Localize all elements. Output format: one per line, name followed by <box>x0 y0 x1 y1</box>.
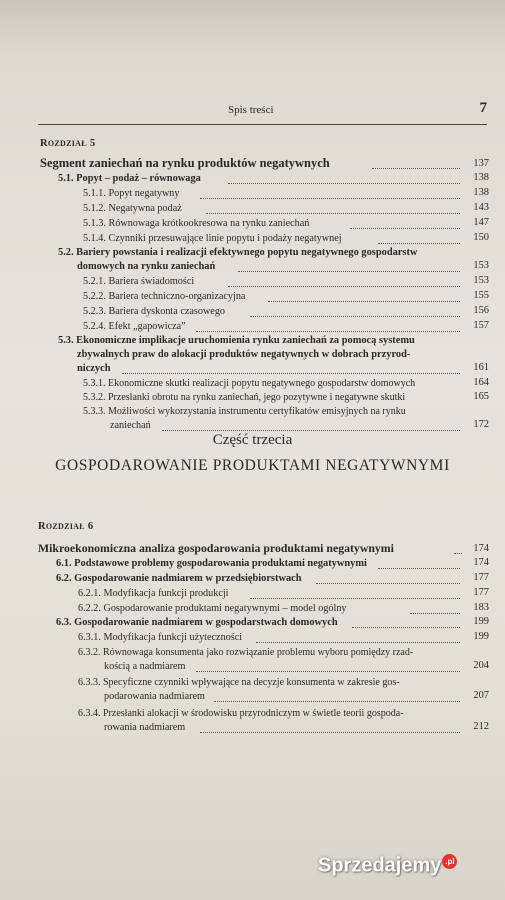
watermark-suffix: .pl <box>442 854 457 869</box>
toc-page-5-1: 138 <box>473 172 489 183</box>
chapter-6-label: ROZDZIAŁ 6 <box>38 521 94 532</box>
toc-entry-5-1-2: 5.1.2. Negatywna podaż <box>83 203 182 214</box>
toc-page-5-3-3: 172 <box>473 419 489 430</box>
toc-page-6-3-1: 199 <box>473 631 489 642</box>
toc-page-5-3-2: 165 <box>473 391 489 402</box>
toc-page-5-3-1: 164 <box>473 377 489 388</box>
toc-entry-6-3-2-line1: 6.3.2. Równowaga konsumenta jako rozwiązanie problemu wyboru pomiędzy rzad- <box>78 647 414 658</box>
toc-entry-6-3-4-line2: rowania nadmiarem <box>104 722 186 733</box>
toc-entry-5-1-1: 5.1.1. Popyt negatywny <box>83 188 180 199</box>
toc-page-5-2-1: 153 <box>473 275 489 286</box>
header-title: Spis treści <box>228 104 274 116</box>
toc-entry-5-2-line1: 5.2. Bariery powstania i realizacji efektywnego popytu negatywnego gospodarstw <box>58 247 418 258</box>
toc-entry-5-3-3-line1: 5.3.3. Możliwości wykorzystania instrumentu certyfikatów emisyjnych na rynku <box>83 406 406 417</box>
toc-page-5-2: 153 <box>473 260 489 271</box>
toc-page-6-1: 174 <box>473 557 489 568</box>
toc-page-5-2-4: 157 <box>473 320 489 331</box>
toc-entry-5-1-3: 5.1.3. Równowaga krótkookresowa na rynku zaniechań <box>83 218 310 229</box>
toc-entry-5-2-3: 5.2.3. Bariera dyskonta czasowego <box>83 306 226 317</box>
toc-entry-6-3-2-line2: kością a nadmiarem <box>104 661 186 672</box>
toc-page-6-2: 177 <box>473 572 489 583</box>
toc-entry-5-3-line2: zbywalnych praw do alokacji produktów negatywnych w dobrach przyrod- <box>77 349 411 360</box>
toc-entry-5-3-line1: 5.3. Ekonomiczne implikacje uruchomienia rynku zaniechań za pomocą systemu <box>58 335 415 346</box>
part-label: Część trzecia <box>212 432 293 448</box>
watermark-logo <box>318 854 457 878</box>
chapter-6-title: Mikroekonomiczna analiza gospodarowania produktami negatywnymi <box>38 541 394 555</box>
toc-entry-6-3-3-line1: 6.3.3. Specyficzne czynniki wpływające na decyzje konsumenta w zakresie gos- <box>78 677 400 688</box>
toc-entry-5-3-3-line2: zaniechań <box>110 420 151 431</box>
toc-page-5-1-3: 147 <box>473 217 489 228</box>
toc-entry-6-2: 6.2. Gospodarowanie nadmiarem w przedsiębiorstwach <box>56 573 302 584</box>
toc-entry-6-3-3-line2: podarowania nadmiarem <box>104 691 205 702</box>
toc-entry-5-1: 5.1. Popyt – podaż – równowaga <box>58 173 201 184</box>
toc-entry-5-2-4: 5.2.4. Efekt „gapowicza” <box>83 321 186 332</box>
toc-entry-5-2-1: 5.2.1. Bariera świadomości <box>83 276 195 287</box>
toc-entry-5-3-1: 5.3.1. Ekonomiczne skutki realizacji popytu negatywnego gospodarstw domowych <box>83 378 416 389</box>
toc-page-6-3-4: 212 <box>473 721 489 732</box>
page-number: 7 <box>479 100 487 116</box>
toc-page-5-3: 161 <box>473 362 489 373</box>
toc-entry-5-3-line3: niczych <box>77 363 111 374</box>
toc-entry-5-2-line2: domowych na rynku zaniechań <box>77 261 216 272</box>
toc-entry-5-1-4: 5.1.4. Czynniki przesuwające linie popytu i podaży negatywnej <box>83 233 342 244</box>
chapter-5-title: Segment zaniechań na rynku produktów negatywnych <box>40 156 330 170</box>
toc-page-6-3-2: 204 <box>473 660 489 671</box>
chapter-5-page: 137 <box>473 158 489 169</box>
toc-page-5-2-3: 156 <box>473 305 489 316</box>
part-title: GOSPODAROWANIE PRODUKTAMI NEGATYWNYMI <box>55 457 450 474</box>
toc-page-6-3-3: 207 <box>473 690 489 701</box>
chapter-5-label: ROZDZIAŁ 5 <box>40 138 96 149</box>
toc-entry-5-2-2: 5.2.2. Bariera techniczno-organizacyjna <box>83 291 246 302</box>
toc-page-6-3: 199 <box>473 616 489 627</box>
page-header <box>38 102 487 125</box>
toc-entry-6-2-2: 6.2.2. Gospodarowanie produktami negatywnymi – model ogólny <box>78 603 347 614</box>
chapter-6-page: 174 <box>473 543 489 554</box>
toc-entry-5-3-2: 5.3.2. Przesłanki obrotu na rynku zaniechań, jego pozytywne i negatywne skutki <box>83 392 406 403</box>
toc-entry-6-3: 6.3. Gospodarowanie nadmiarem w gospodarstwach domowych <box>56 617 338 628</box>
toc-entry-6-2-1: 6.2.1. Modyfikacja funkcji produkcji <box>78 588 229 599</box>
toc-page-6-2-1: 177 <box>473 587 489 598</box>
toc-page-5-2-2: 155 <box>473 290 489 301</box>
toc-entry-6-3-4-line1: 6.3.4. Przesłanki alokacji w środowisku przyrodniczym w świetle teorii gospoda- <box>78 708 404 719</box>
watermark-text: Sprzedajemy <box>318 854 442 877</box>
toc-page-5-1-1: 138 <box>473 187 489 198</box>
toc-page-6-2-2: 183 <box>473 602 489 613</box>
toc-entry-6-3-1: 6.3.1. Modyfikacja funkcji użyteczności <box>78 632 243 643</box>
toc-page-5-1-4: 150 <box>473 232 489 243</box>
toc-page-5-1-2: 143 <box>473 202 489 213</box>
toc-entry-6-1: 6.1. Podstawowe problemy gospodarowania produktami negatywnymi <box>56 558 367 569</box>
